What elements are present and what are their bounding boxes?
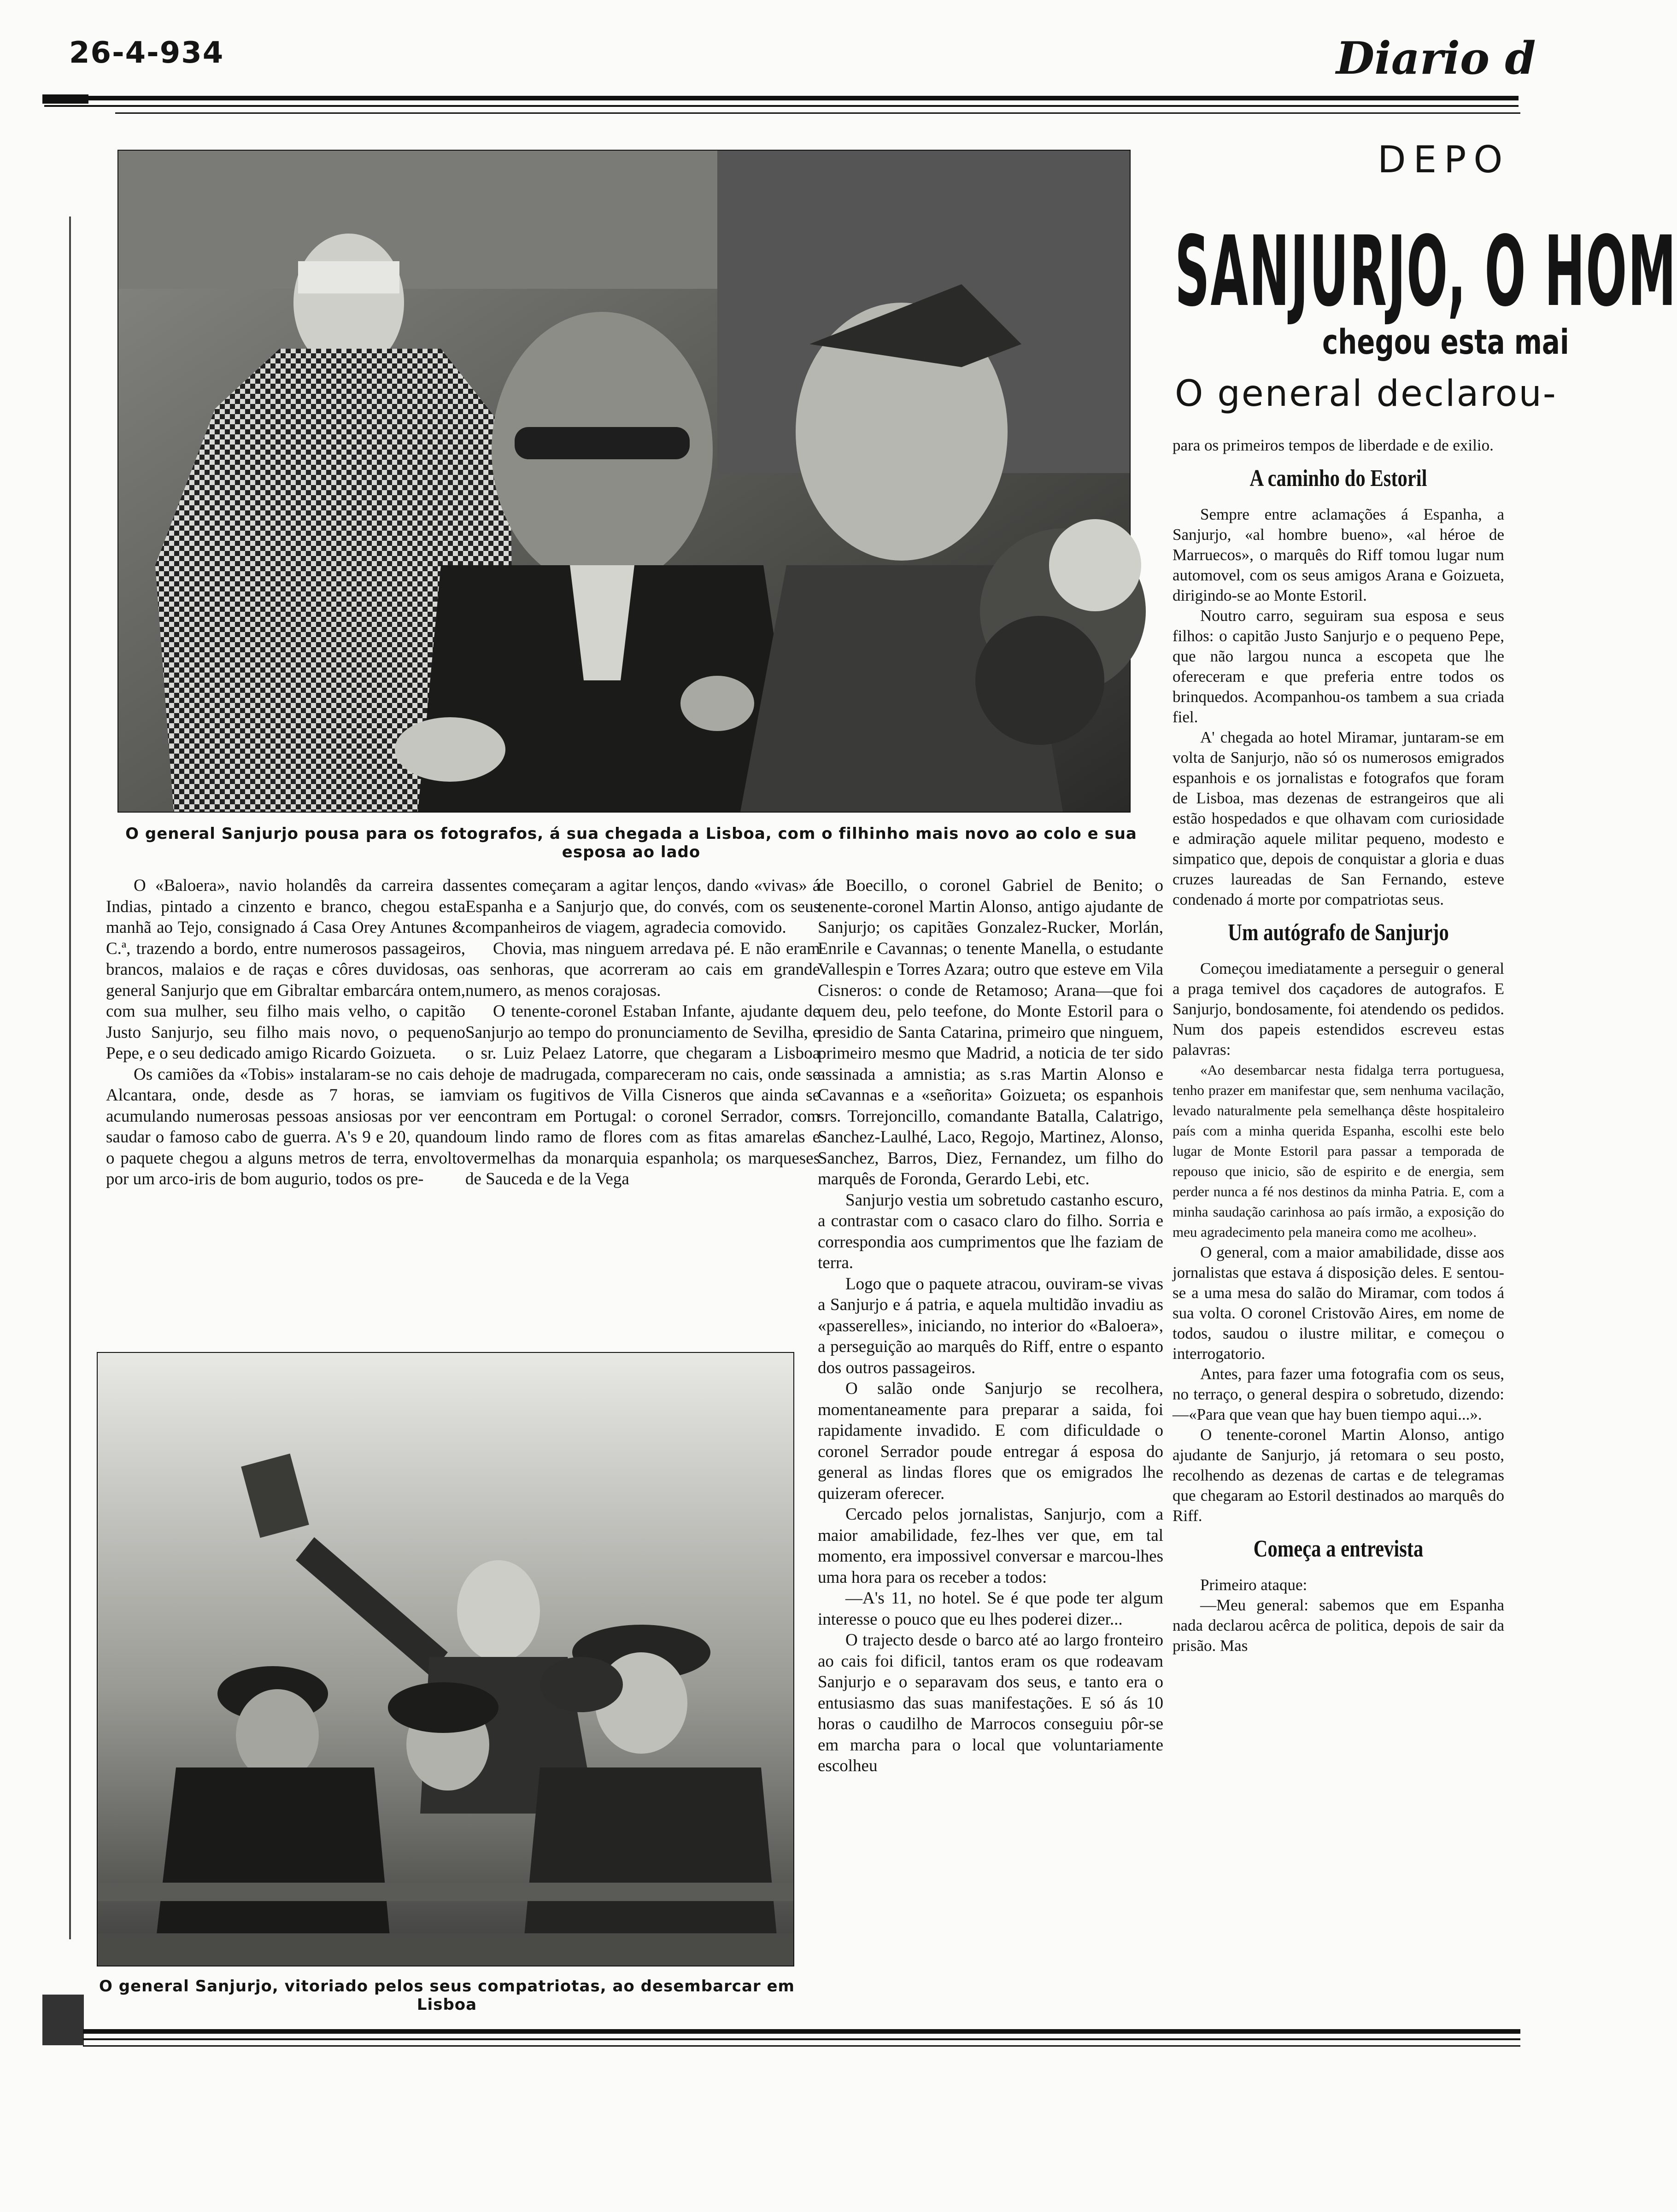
section-head-entrevista: Começa a entrevista (1253, 1536, 1424, 1562)
col4-lead: para os primeiros tempos de liberdade e de exilio. (1173, 436, 1494, 454)
col4-paragraph: A' chegada ao hotel Miramar, juntaram-se em volta de Sanjurjo, não só os numerosos emigrados espanhois e os jornalistas e fotografos que foram de Lisboa, mas dezenas de estrangeiros que ali estão hospedados e que olhavam com curiosidade e admiração aquele militar pequeno, modesto e simpatico que, depois de conquistar a gloria e duas cruzes laureadas de San Fernando, esteve condenado á morte por compatriotas seus. (1173, 728, 1504, 908)
section-head-estoril: A caminho do Estoril (1249, 465, 1427, 492)
col4-paragraph: O general, com a maior amabilidade, disse aos jornalistas que estava á disposição deles. E sentou-se a uma mesa do salão do Miramar, com todos á sua volta. O coronel Cristovão Aires, em nome de todos, saudou o ilustre militar, e começou o interrogatorio. (1173, 1243, 1504, 1363)
left-margin-corner-bottom (42, 1995, 84, 2045)
left-margin-corner-top (42, 94, 88, 104)
autograph-quote: «Ao desembarcar nesta fidalga terra portuguesa, tenho prazer em manifestar que, sem nenhuma vacilação, levado naturalmente pela semelhança dêste hospitaleiro país com a minha querida Espanha, escolhi este belo lugar de Monte Estoril para passar a temporada de repouso que inicio, são de espirito e de energia, sem perder nunca a fé nos destinos da minha Patria. E, com a minha saudação carinhosa ao país irmão, a exposição do meu agradecimento pela maneira como me acolheu». (1173, 1062, 1504, 1240)
deck: O general declarou- (1175, 373, 1557, 415)
photo-sanjurjo-crowd (97, 1352, 794, 1966)
article-column-1 (106, 875, 465, 1190)
article-column-4 (1173, 435, 1504, 1656)
article-column-2 (465, 875, 820, 1190)
article-column-3 (818, 875, 1163, 1777)
col2-paragraph: sentes começaram a agitar lenços, dando «vivas» á Espanha e a Sanjurjo que, do convés, com os seus companheiros de viagem, agradecia comovido. (465, 876, 820, 937)
photo-sanjurjo-family (117, 150, 1131, 813)
header-rule-thin-2 (115, 112, 1520, 114)
col3-paragraph: Sanjurjo vestia um sobretudo castanho escuro, a contrastar com o casaco claro do filho. Sorria e correspondia aos cumprimentos que lhe faziam de terra. (818, 1190, 1163, 1272)
photo-top-caption: O general Sanjurjo pousa para os fotografos, á sua chegada a Lisboa, com o filhinho mais novo ao colo e sua esposa ao lado (125, 825, 1137, 861)
col4-paragraph: —Meu general: sabemos que em Espanha nada declarou acêrca de politica, depois de sair da prisão. Mas (1173, 1596, 1504, 1655)
issue-date: 26-4-934 (69, 36, 224, 70)
footer-rule-thin (83, 2038, 1520, 2040)
col3-paragraph: Cercado pelos jornalistas, Sanjurjo, com a maior amabilidade, fez-lhes ver que, em tal momento, era impossivel conversar e marcou-lhes uma hora para os receber a todos: (818, 1505, 1163, 1587)
col4-paragraph: Começou imediatamente a perseguir o general a praga temivel dos caçadores de autografos. E Sanjurjo, bondosamente, foi atendendo os pedidos. Num dos papeis estendidos escreveu estas palavras: (1173, 960, 1504, 1059)
col4-paragraph: Noutro carro, seguiram sua esposa e seus filhos: o capitão Justo Sanjurjo e o pequeno Pepe, que não largou nunca a escopeta que lhe ofereceram e que preferia entre todos os brinquedos. Acompanhou-os tambem a sua criada fiel. (1173, 607, 1504, 726)
main-headline: SANJURJO, O HOM (1175, 215, 1677, 328)
col4-paragraph: Sempre entre aclamações á Espanha, a Sanjurjo, «al hombre bueno», «al héroe de Marruecos», o marquês do Riff tomou lugar num automovel, com os seus amigos Arana e Goizueta, dirigindo-se ao Monte Estoril. (1173, 505, 1504, 604)
left-margin-line (69, 217, 71, 1939)
masthead: Diario d (1336, 32, 1536, 84)
section-head-autografo: Um autógrafo de Sanjurjo (1228, 919, 1449, 946)
header-rule-thick (44, 96, 1519, 100)
col1-paragraph: O «Baloera», navio holandês da carreira das Indias, pintado a cinzento e branco, chegou esta manhã ao Tejo, consignado á Casa Orey Antunes & C.ª, trazendo a bordo, entre numerosos passageiros, brancos, malaios e de raças e côres duvidosas, o general Sanjurjo que em Gibraltar embarcára ontem, com sua mulher, seu filho mais velho, o capitão Justo Sanjurjo, seu filho mais novo, o pequeno Pepe, e o seu dedicado amigo Ricardo Goizueta. (106, 876, 465, 1063)
col4-paragraph: O tenente-coronel Martin Alonso, antigo ajudante de Sanjurjo, já retomara o seu posto, recolhendo as dezenas de cartas e de telegramas que chegaram ao Estoril destinados ao marquês do Riff. (1173, 1426, 1504, 1525)
col3-paragraph: O trajecto desde o barco até ao largo fronteiro ao cais foi dificil, tantos eram os que rodeavam Sanjurjo e o separavam dos seus, e tanto era o entusiasmo das suas manifestações. E só ás 10 horas o caudilho de Marrocos conseguiu pôr-se em marcha para o local que voluntariamente escolheu (818, 1631, 1163, 1775)
col2-paragraph: O tenente-coronel Estaban Infante, ajudante de Sanjurjo ao tempo do pronunciamento de Sevilha, e o sr. Luiz Pelaez Latorre, que chegaram a Lisboa hoje de madrugada, compareceram no cais, onde se viam os fugitivos de Villa Cisneros que ainda se encontram em Portugal: o coronel Serrador, com um lindo ramo de flores com as fitas amarelas e vermelhas da monarquia espanhola; os marqueses de Sauceda e de la Vega (465, 1002, 820, 1188)
footer-rule-thick (83, 2029, 1520, 2034)
photo-sanjurjo-crowd-image (98, 1353, 793, 1966)
col2-paragraph: Chovia, mas ninguem arredava pé. E não eram as senhoras, que acorreram ao cais em grande numero, as menos corajosas. (465, 939, 820, 1000)
col3-paragraph: —A's 11, no hotel. Se é que pode ter algum interesse o pouco que eu lhes poderei dizer... (818, 1589, 1163, 1629)
photo-bottom-caption: O general Sanjurjo, vitoriado pelos seus compatriotas, ao desembarcar em Lisboa (99, 1977, 795, 2014)
col3-paragraph: O salão onde Sanjurjo se recolhera, momentaneamente para preparar a saida, foi rapidamente invadido. E com dificuldade o coronel Serrador poude entregar á esposa do general as lindas flores que os emigrados lhe quizeram oferecer. (818, 1379, 1163, 1503)
section-kicker: DEPO (1378, 138, 1510, 181)
col3-paragraph: de Boecillo, o coronel Gabriel de Benito; o tenente-coronel Martin Alonso, antigo ajudante de Sanjurjo; os capitães Gonzalez-Rucker, Morlán, Enrile e Cavannas; o tenente Manella, o estudante Vallespin e Torres Azara; outro que esteve em Vila Cisneros: o conde de Retamoso; Arana—que foi quem deu, pelo teefone, do Monte Estoril para o presidio de Santa Catarina, primeiro que ninguem, primeiro mesmo que Madrid, a noticia de ter sido assinada a amnistia; as s.ras Martin Alonso e Cavannas e a «señorita» Goizueta; os espanhois srs. Torrejoncillo, comandante Batalla, Calatrigo, Sanchez-Laulhé, Laco, Regojo, Martinez, Alonso, Sanchez, Barros, Diez, Fernandez, um filho do marquês de Foronda, Gerardo Lebi, etc. (818, 876, 1163, 1188)
photo-sanjurjo-family-image (118, 151, 1130, 812)
subhead: chegou esta mai (1322, 322, 1569, 362)
footer-rule-thin-2 (83, 2045, 1520, 2047)
header-rule-thin (44, 105, 1519, 107)
col1-paragraph: Os camiões da «Tobis» instalaram-se no cais de Alcantara, onde, desde as 7 horas, se iam acumulando numerosas pessoas ansiosas por ver e saudar o famoso cabo de guerra. A's 9 e 20, quando o paquete chegou a alguns metros de terra, envolto por um arco-iris de bom augurio, todos os pre- (106, 1065, 465, 1188)
col4-paragraph: Primeiro ataque: (1200, 1576, 1308, 1594)
col4-paragraph: Antes, para fazer uma fotografia com os seus, no terraço, o general despira o sobretudo, dizendo:—«Para que vean que hay buen tiempo aqui...». (1173, 1365, 1504, 1423)
col3-paragraph: Logo que o paquete atracou, ouviram-se vivas a Sanjurjo e á patria, e aquela multidão invadiu as «passerelles», iniciando, no interior do «Baloera», a perseguição ao marquês do Riff, entre o espanto dos outros passageiros. (818, 1274, 1163, 1377)
